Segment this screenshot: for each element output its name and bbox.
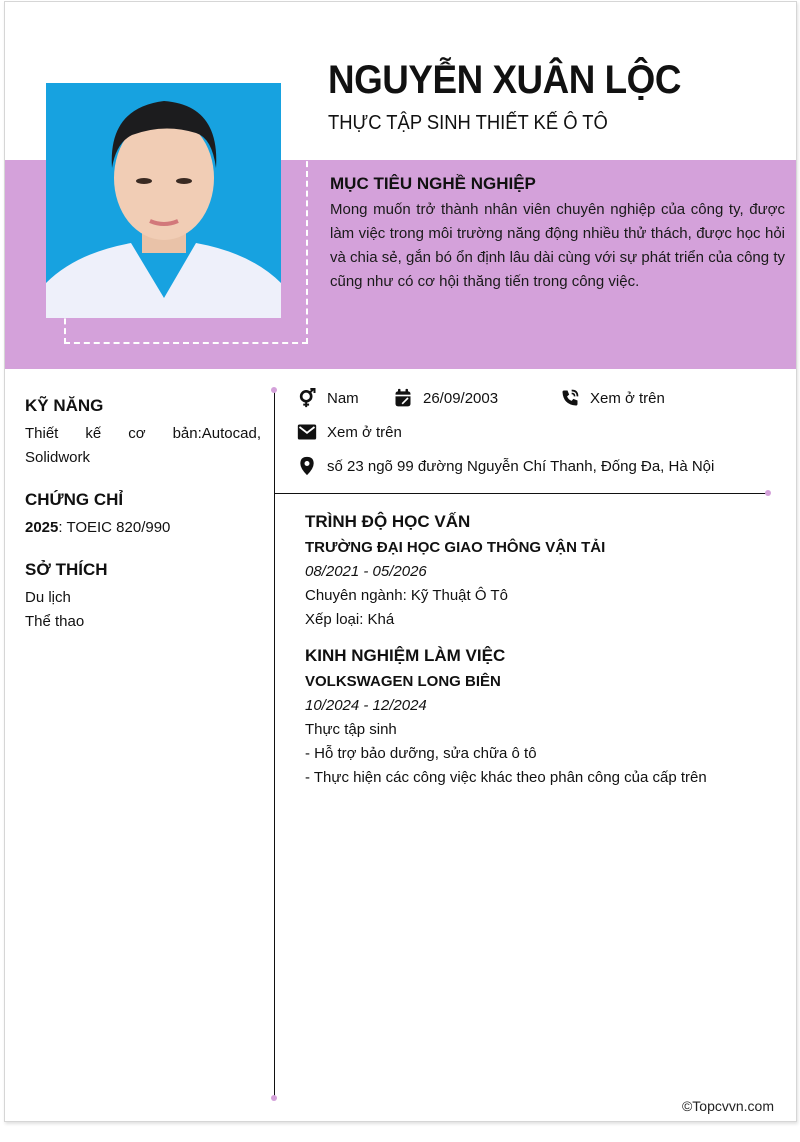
certificates-section bbox=[25, 488, 261, 540]
copyright-footer: ©Topcvvn.com bbox=[681, 1098, 774, 1114]
experience-line: Thực tập sinh bbox=[305, 721, 397, 738]
location-icon bbox=[297, 456, 317, 476]
experience-line: - Thực hiện các công việc khác theo phân công của cấp trên bbox=[305, 769, 707, 786]
certificate-year: 2025 bbox=[25, 519, 59, 536]
email-value: Xem ở trên bbox=[327, 423, 402, 441]
certificate-item bbox=[25, 516, 261, 540]
contact-birthday bbox=[393, 388, 498, 408]
hobbies-section bbox=[25, 558, 261, 634]
contact-phone[interactable] bbox=[560, 388, 665, 408]
objective-text: Mong muốn trở thành nhân viên chuyên nghiệp của công ty, được làm việc trong môi trường năng động nhiều thử thách, được học hỏi và chia sẻ, gắn bó ổn định lâu dài cùng với sự phát triển của công ty cũng như có cơ hội thăng tiến trong công việc. bbox=[330, 201, 785, 290]
skills-section bbox=[25, 394, 261, 470]
left-column bbox=[25, 394, 261, 652]
right-column bbox=[305, 510, 775, 802]
phone-value: Xem ở trên bbox=[590, 389, 665, 407]
portrait-image bbox=[46, 83, 281, 318]
avatar-photo bbox=[46, 83, 281, 318]
certificate-text: : TOEIC 820/990 bbox=[58, 519, 171, 536]
education-line: Xếp loại: Khá bbox=[305, 611, 395, 628]
experience-section bbox=[305, 644, 775, 790]
hobby-item: Du lịch bbox=[25, 589, 71, 606]
certificates-heading: CHỨNG CHỈ bbox=[25, 490, 124, 509]
hobbies-heading: SỞ THÍCH bbox=[25, 560, 108, 579]
contact-address bbox=[297, 456, 714, 476]
education-line: Chuyên ngành: Kỹ Thuật Ô Tô bbox=[305, 587, 508, 604]
skills-heading: KỸ NĂNG bbox=[25, 396, 104, 415]
education-section bbox=[305, 510, 775, 632]
vertical-divider bbox=[274, 390, 275, 1098]
school-name: TRƯỜNG ĐẠI HỌC GIAO THÔNG VẬN TẢI bbox=[305, 539, 606, 556]
contact-email[interactable] bbox=[297, 422, 402, 442]
divider-dot-bottom bbox=[271, 1095, 277, 1101]
gender-value: Nam bbox=[327, 389, 359, 407]
cv-page bbox=[4, 1, 797, 1122]
calendar-icon bbox=[393, 388, 413, 408]
objective-heading: MỤC TIÊU NGHỀ NGHIỆP bbox=[330, 174, 536, 193]
hobby-item: Thể thao bbox=[25, 613, 85, 630]
address-value: số 23 ngõ 99 đường Nguyễn Chí Thanh, Đống Đa, Hà Nội bbox=[327, 457, 715, 475]
education-heading: TRÌNH ĐỘ HỌC VẤN bbox=[305, 512, 471, 531]
candidate-name: NGUYỄN XUÂN LỘC bbox=[328, 58, 681, 102]
company-name: VOLKSWAGEN LONG BIÊN bbox=[305, 673, 501, 690]
phone-icon bbox=[560, 388, 580, 408]
birthday-value: 26/09/2003 bbox=[423, 389, 499, 407]
gender-icon bbox=[297, 388, 317, 408]
experience-period: 10/2024 - 12/2024 bbox=[305, 697, 427, 714]
experience-heading: KINH NGHIỆM LÀM VIỆC bbox=[305, 646, 506, 665]
email-icon bbox=[297, 422, 317, 442]
contact-gender bbox=[297, 388, 359, 408]
divider-dot-right bbox=[765, 490, 771, 496]
education-period: 08/2021 - 05/2026 bbox=[305, 563, 427, 580]
skills-text: Thiết kế cơ bản:Autocad, Solidwork bbox=[25, 425, 261, 466]
divider-dot-top bbox=[271, 387, 277, 393]
experience-line: - Hỗ trợ bảo dưỡng, sửa chữa ô tô bbox=[305, 745, 537, 762]
horizontal-divider bbox=[274, 493, 768, 494]
career-objective bbox=[330, 174, 785, 294]
job-title: THỰC TẬP SINH THIẾT KẾ Ô TÔ bbox=[328, 112, 608, 134]
